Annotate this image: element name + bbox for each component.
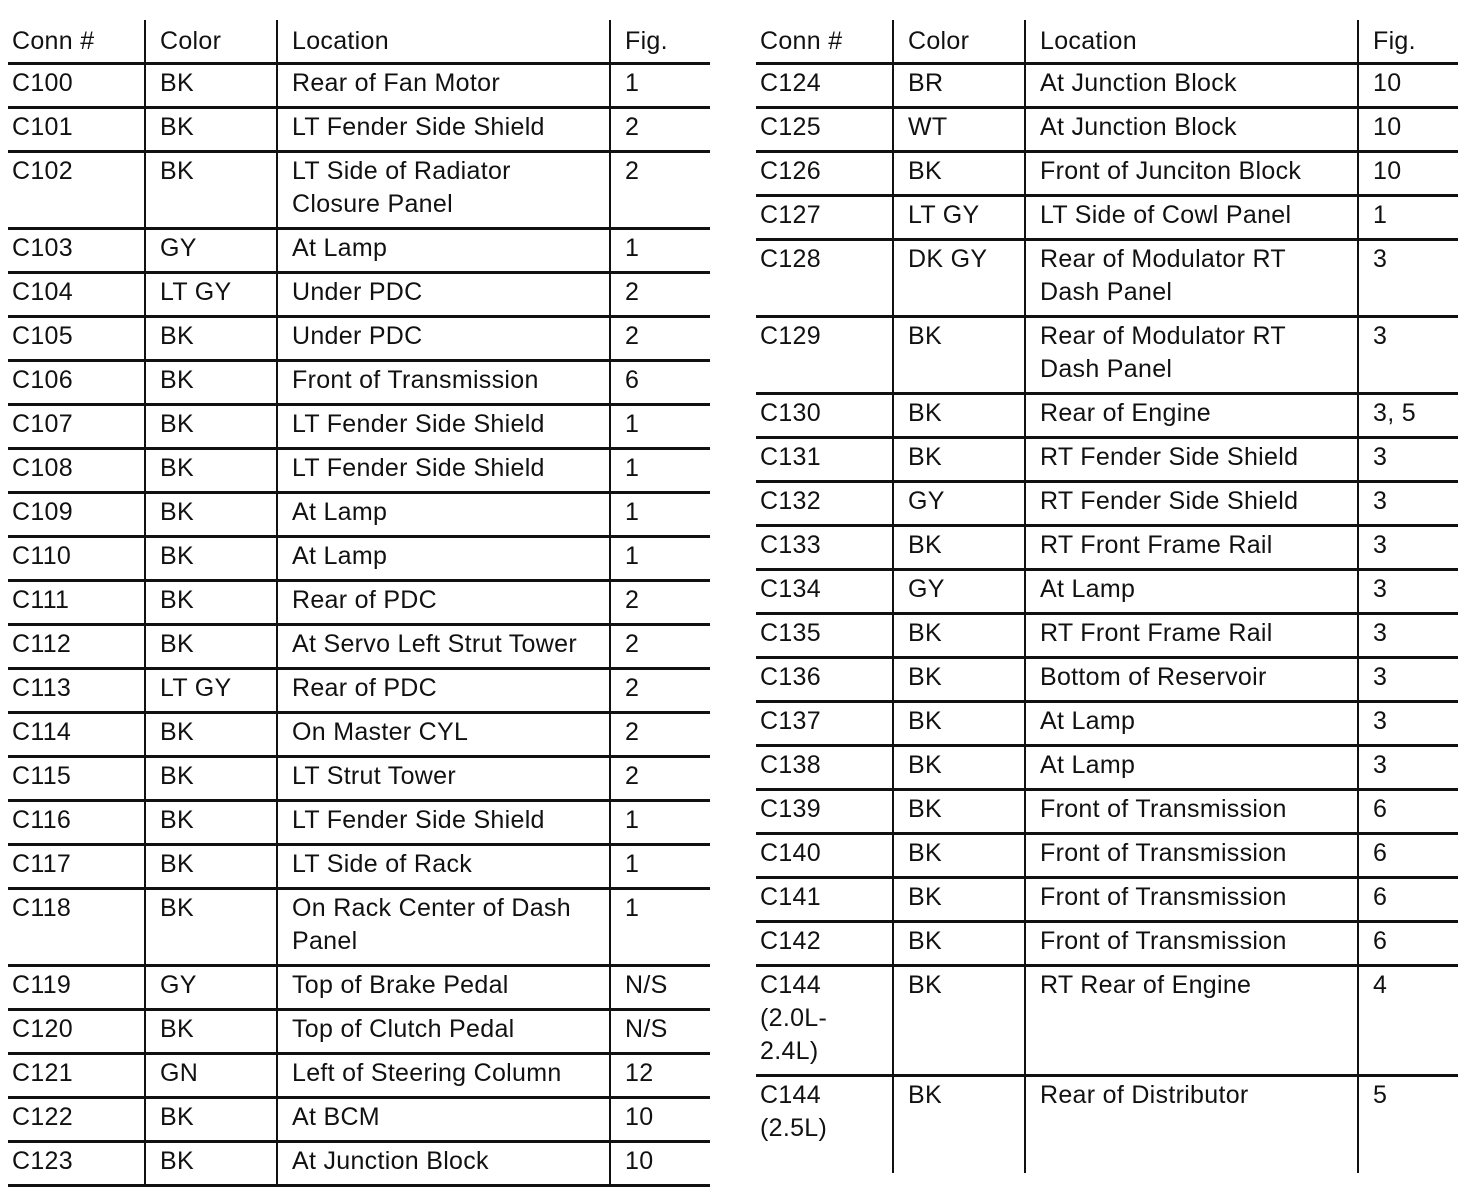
conn-cell: C129: [756, 317, 893, 394]
table-row: [756, 526, 1458, 570]
table-row: [756, 240, 1458, 317]
color-cell: LT GY: [145, 273, 277, 317]
location-cell: Rear of Distributor: [1025, 1076, 1358, 1174]
table-row: [8, 889, 710, 966]
conn-cell: C140: [756, 834, 893, 878]
fig-cell: 10: [1358, 152, 1458, 196]
conn-cell: C144 (2.5L): [760, 1081, 828, 1142]
table-row: [756, 834, 1458, 878]
fig-cell: 2: [610, 152, 710, 229]
conn-cell: C105: [8, 317, 145, 361]
color-cell: LT GY: [893, 196, 1025, 240]
conn-cell: C138: [756, 746, 893, 790]
table-row: [756, 878, 1458, 922]
header-fig: Fig.: [610, 20, 710, 64]
conn-cell: C137: [756, 702, 893, 746]
location-cell: At Lamp: [1025, 702, 1358, 746]
fig-cell: 6: [610, 361, 710, 405]
color-cell: GY: [145, 229, 277, 273]
conn-cell: C101: [8, 108, 145, 152]
fig-cell: 3: [1358, 240, 1458, 317]
table-row: [756, 64, 1458, 108]
table-row: [756, 394, 1458, 438]
conn-cell: C131: [756, 438, 893, 482]
fig-cell: 1: [610, 801, 710, 845]
fig-cell: 3: [1358, 526, 1458, 570]
table-row: [8, 493, 710, 537]
table-row: [8, 1010, 710, 1054]
fig-cell: 2: [610, 757, 710, 801]
location-cell: Front of Transmission: [1025, 834, 1358, 878]
location-cell: Bottom of Reservoir: [1025, 658, 1358, 702]
location-cell: At Lamp: [1025, 746, 1358, 790]
color-cell: BR: [893, 64, 1025, 108]
table-row: [8, 966, 710, 1010]
color-cell: LT GY: [145, 669, 277, 713]
conn-cell: C100: [8, 64, 145, 108]
table-row: [8, 625, 710, 669]
color-cell: BK: [145, 713, 277, 757]
table-row: [756, 966, 1458, 1076]
fig-cell: 2: [610, 625, 710, 669]
conn-cell: C132: [756, 482, 893, 526]
conn-cell: C115: [8, 757, 145, 801]
table-row: [8, 581, 710, 625]
conn-cell: C108: [8, 449, 145, 493]
table-row: [8, 273, 710, 317]
fig-cell: 2: [610, 273, 710, 317]
location-cell: At Junction Block: [277, 1142, 610, 1186]
conn-cell: C136: [756, 658, 893, 702]
conn-cell: C119: [8, 966, 145, 1010]
table-row: [756, 196, 1458, 240]
color-cell: BK: [893, 834, 1025, 878]
color-cell: BK: [893, 526, 1025, 570]
color-cell: BK: [145, 1098, 277, 1142]
table-row: [8, 361, 710, 405]
color-cell: BK: [145, 537, 277, 581]
color-cell: GN: [145, 1054, 277, 1098]
location-cell: At Junction Block: [1025, 108, 1358, 152]
conn-cell: C109: [8, 493, 145, 537]
location-cell: RT Fender Side Shield: [1025, 438, 1358, 482]
table-row: [756, 790, 1458, 834]
location-cell: Rear of Modulator RT Dash Panel: [1025, 317, 1358, 394]
color-cell: GY: [145, 966, 277, 1010]
color-cell: BK: [893, 614, 1025, 658]
location-cell: Front of Transmission: [1025, 878, 1358, 922]
table-row: [8, 108, 710, 152]
color-cell: BK: [145, 581, 277, 625]
color-cell: BK: [145, 449, 277, 493]
conn-cell: C106: [8, 361, 145, 405]
location-cell: LT Fender Side Shield: [277, 449, 610, 493]
table-row: [8, 1142, 710, 1186]
fig-cell: 2: [610, 108, 710, 152]
location-cell: LT Fender Side Shield: [277, 108, 610, 152]
table-row: [756, 482, 1458, 526]
fig-cell: 10: [1358, 64, 1458, 108]
table-row: [756, 658, 1458, 702]
table-row: [756, 152, 1458, 196]
fig-cell: 3: [1358, 746, 1458, 790]
conn-cell: C130: [756, 394, 893, 438]
conn-cell: C125: [756, 108, 893, 152]
color-cell: BK: [145, 361, 277, 405]
conn-cell: C127: [756, 196, 893, 240]
table-row: [756, 614, 1458, 658]
color-cell: BK: [893, 878, 1025, 922]
header-row: [756, 20, 1458, 64]
location-cell: Left of Steering Column: [277, 1054, 610, 1098]
color-cell: BK: [145, 317, 277, 361]
conn-cell: C110: [8, 537, 145, 581]
location-cell: At BCM: [277, 1098, 610, 1142]
location-cell: Rear of PDC: [277, 581, 610, 625]
table-row: [756, 702, 1458, 746]
fig-cell: 6: [1358, 790, 1458, 834]
location-cell: LT Fender Side Shield: [277, 801, 610, 845]
fig-cell: 1: [610, 537, 710, 581]
fig-cell: 1: [1358, 196, 1458, 240]
location-cell: LT Fender Side Shield: [277, 405, 610, 449]
header-color: Color: [145, 20, 277, 64]
color-cell: BK: [145, 1142, 277, 1186]
table-row: [8, 1098, 710, 1142]
table-row: [756, 1076, 1458, 1174]
location-cell: Rear of Fan Motor: [277, 64, 610, 108]
location-cell: LT Side of Radiator Closure Panel: [277, 152, 610, 229]
fig-cell: N/S: [610, 966, 710, 1010]
conn-cell: C102: [8, 152, 145, 229]
header-location: Location: [1025, 20, 1358, 64]
color-cell: BK: [145, 757, 277, 801]
location-cell: At Lamp: [277, 537, 610, 581]
color-cell: WT: [893, 108, 1025, 152]
fig-cell: 2: [610, 317, 710, 361]
conn-cell: C121: [8, 1054, 145, 1098]
color-cell: BK: [145, 1010, 277, 1054]
fig-cell: 3: [1358, 570, 1458, 614]
fig-cell: 6: [1358, 878, 1458, 922]
location-cell: Top of Clutch Pedal: [277, 1010, 610, 1054]
fig-cell: 2: [610, 581, 710, 625]
color-cell: BK: [145, 405, 277, 449]
location-cell: Front of Transmission: [1025, 922, 1358, 966]
fig-cell: 10: [1358, 108, 1458, 152]
table-row: [8, 405, 710, 449]
conn-cell: C134: [756, 570, 893, 614]
conn-cell: C103: [8, 229, 145, 273]
conn-cell: C107: [8, 405, 145, 449]
header-row: [8, 20, 710, 64]
header-conn: Conn #: [8, 20, 145, 64]
table-row: [8, 801, 710, 845]
color-cell: BK: [893, 658, 1025, 702]
location-cell: Under PDC: [277, 273, 610, 317]
header-conn: Conn #: [756, 20, 893, 64]
fig-cell: 6: [1358, 922, 1458, 966]
table-row: [8, 152, 710, 229]
color-cell: BK: [893, 790, 1025, 834]
conn-cell: C113: [8, 669, 145, 713]
table-row: [8, 713, 710, 757]
location-cell: Front of Junciton Block: [1025, 152, 1358, 196]
location-cell: Rear of PDC: [277, 669, 610, 713]
table-row: [8, 317, 710, 361]
fig-cell: 1: [610, 405, 710, 449]
location-cell: Rear of Engine: [1025, 394, 1358, 438]
fig-cell: 1: [610, 889, 710, 966]
color-cell: BK: [893, 438, 1025, 482]
location-cell: RT Fender Side Shield: [1025, 482, 1358, 526]
color-cell: DK GY: [893, 240, 1025, 317]
conn-cell: C116: [8, 801, 145, 845]
conn-cell: C118: [8, 889, 145, 966]
fig-cell: 1: [610, 64, 710, 108]
table-row: [756, 922, 1458, 966]
color-cell: BK: [893, 317, 1025, 394]
conn-cell: C142: [756, 922, 893, 966]
color-cell: BK: [893, 1076, 1025, 1174]
location-cell: RT Rear of Engine: [1025, 966, 1358, 1076]
fig-cell: 3, 5: [1358, 394, 1458, 438]
color-cell: BK: [145, 889, 277, 966]
conn-cell: C122: [8, 1098, 145, 1142]
location-cell: Rear of Modulator RT Dash Panel: [1025, 240, 1358, 317]
table-row: [8, 669, 710, 713]
location-cell: At Servo Left Strut Tower: [277, 625, 610, 669]
conn-cell: C141: [756, 878, 893, 922]
fig-cell: 5: [1358, 1076, 1458, 1174]
location-cell: LT Side of Cowl Panel: [1025, 196, 1358, 240]
color-cell: BK: [893, 966, 1025, 1076]
conn-cell: C135: [756, 614, 893, 658]
fig-cell: 10: [610, 1142, 710, 1186]
conn-cell: C104: [8, 273, 145, 317]
fig-cell: N/S: [610, 1010, 710, 1054]
table-row: [8, 1054, 710, 1098]
fig-cell: 3: [1358, 614, 1458, 658]
fig-cell: 3: [1358, 438, 1458, 482]
location-cell: Top of Brake Pedal: [277, 966, 610, 1010]
fig-cell: 12: [610, 1054, 710, 1098]
color-cell: BK: [893, 746, 1025, 790]
location-cell: Front of Transmission: [1025, 790, 1358, 834]
fig-cell: 3: [1358, 482, 1458, 526]
location-cell: At Lamp: [277, 229, 610, 273]
color-cell: BK: [893, 702, 1025, 746]
table-row: [756, 746, 1458, 790]
color-cell: BK: [145, 845, 277, 889]
conn-cell: C128: [756, 240, 893, 317]
color-cell: BK: [145, 625, 277, 669]
table-row: [8, 845, 710, 889]
conn-cell: C124: [756, 64, 893, 108]
location-cell: LT Side of Rack: [277, 845, 610, 889]
fig-cell: 1: [610, 449, 710, 493]
conn-cell: C133: [756, 526, 893, 570]
color-cell: GY: [893, 570, 1025, 614]
fig-cell: 6: [1358, 834, 1458, 878]
color-cell: GY: [893, 482, 1025, 526]
location-cell: At Lamp: [277, 493, 610, 537]
color-cell: BK: [145, 108, 277, 152]
fig-cell: 1: [610, 493, 710, 537]
fig-cell: 3: [1358, 702, 1458, 746]
fig-cell: 1: [610, 229, 710, 273]
conn-cell: C114: [8, 713, 145, 757]
table-row: [8, 537, 710, 581]
location-cell: Front of Transmission: [277, 361, 610, 405]
table-row: [8, 449, 710, 493]
header-fig: Fig.: [1358, 20, 1458, 64]
table-row: [8, 64, 710, 108]
table-row: [756, 438, 1458, 482]
fig-cell: 4: [1358, 966, 1458, 1076]
connector-table-left: [8, 20, 710, 1187]
color-cell: BK: [893, 922, 1025, 966]
fig-cell: 2: [610, 669, 710, 713]
table-row: [756, 317, 1458, 394]
conn-cell: C120: [8, 1010, 145, 1054]
fig-cell: 3: [1358, 658, 1458, 702]
location-cell: Under PDC: [277, 317, 610, 361]
conn-cell: C112: [8, 625, 145, 669]
table-row: [8, 229, 710, 273]
table-row: [756, 108, 1458, 152]
conn-cell: C117: [8, 845, 145, 889]
fig-cell: 2: [610, 713, 710, 757]
location-cell: At Lamp: [1025, 570, 1358, 614]
color-cell: BK: [145, 64, 277, 108]
conn-cell: C144 (2.0L- 2.4L): [756, 966, 893, 1076]
header-color: Color: [893, 20, 1025, 64]
color-cell: BK: [145, 801, 277, 845]
color-cell: BK: [145, 493, 277, 537]
color-cell: BK: [893, 152, 1025, 196]
table-row: [8, 757, 710, 801]
conn-cell: C111: [8, 581, 145, 625]
header-location: Location: [277, 20, 610, 64]
fig-cell: 3: [1358, 317, 1458, 394]
location-cell: LT Strut Tower: [277, 757, 610, 801]
location-cell: On Master CYL: [277, 713, 610, 757]
fig-cell: 10: [610, 1098, 710, 1142]
conn-cell: C139: [756, 790, 893, 834]
location-cell: At Junction Block: [1025, 64, 1358, 108]
location-cell: On Rack Center of Dash Panel: [277, 889, 610, 966]
color-cell: BK: [893, 394, 1025, 438]
color-cell: BK: [145, 152, 277, 229]
conn-cell: C126: [756, 152, 893, 196]
location-cell: RT Front Frame Rail: [1025, 526, 1358, 570]
location-cell: RT Front Frame Rail: [1025, 614, 1358, 658]
conn-cell: C123: [8, 1142, 145, 1186]
table-row: [756, 570, 1458, 614]
fig-cell: 1: [610, 845, 710, 889]
connector-table-right: [756, 20, 1458, 1173]
